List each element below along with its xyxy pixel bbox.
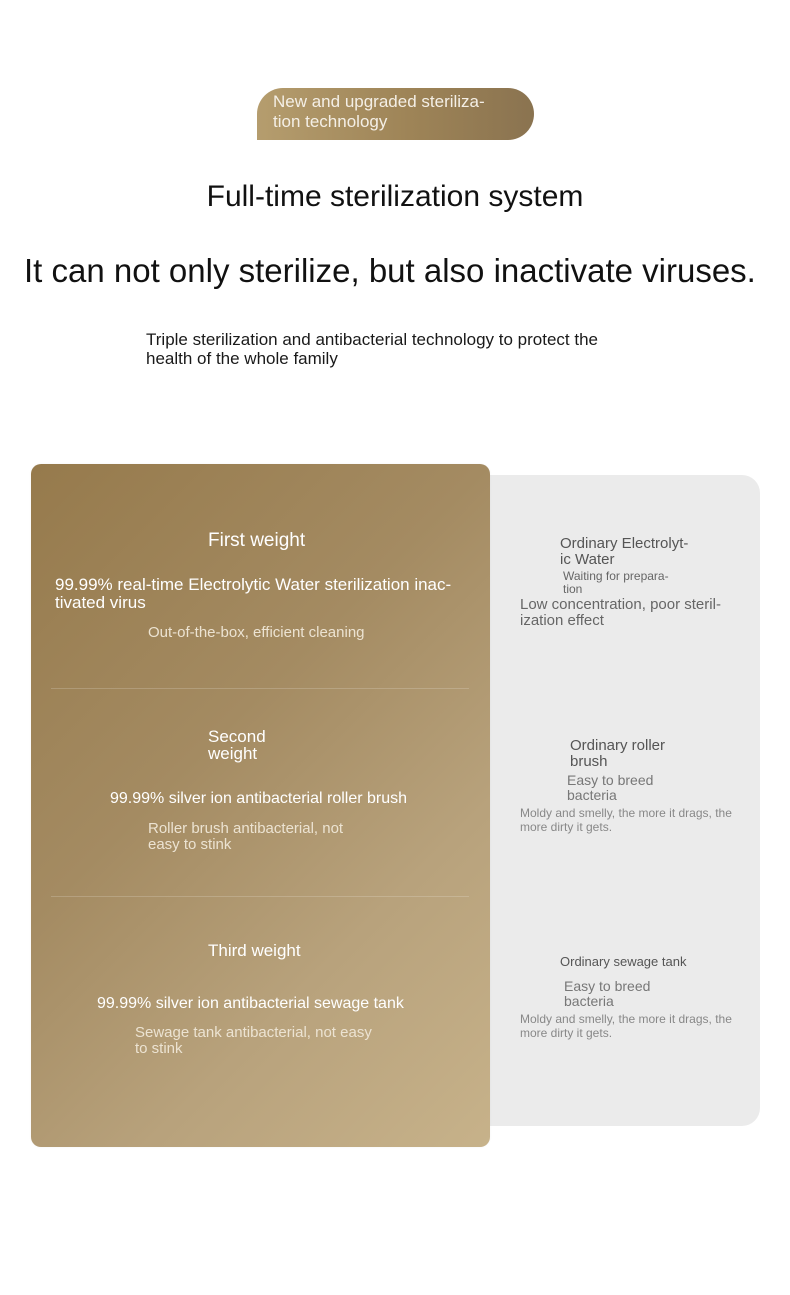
- ordinary-desc-2: Moldy and smelly, the more it drags, the more dirty it gets.: [520, 806, 732, 834]
- weight-heading-2: Second weight: [208, 727, 266, 763]
- weight-heading-1: First weight: [208, 530, 306, 551]
- tech-badge: [257, 88, 534, 140]
- weight-main-2: 99.99% silver ion antibacterial roller brush: [110, 790, 408, 807]
- subline: Triple sterilization and antibacterial technology to protect the health of the whole family: [146, 330, 599, 368]
- ordinary-heading-1: Ordinary Electrolyt- ic Water: [560, 535, 689, 568]
- ordinary-desc-3: Moldy and smelly, the more it drags, the more dirty it gets.: [520, 1012, 732, 1040]
- ordinary-desc-1: Low concentration, poor steril- ization effect: [520, 596, 721, 629]
- weight-sub-3: Sewage tank antibacterial, not easy to stink: [135, 1024, 372, 1057]
- weight-sub-1: Out-of-the-box, efficient cleaning: [148, 624, 365, 641]
- section-divider: [51, 896, 469, 897]
- sterilization-panel: [31, 464, 490, 1147]
- section-divider: [51, 688, 469, 689]
- weight-sub-2: Roller brush antibacterial, not easy to stink: [148, 820, 344, 853]
- weight-main-1: 99.99% real-time Electrolytic Water sterilization inac- tivated virus: [55, 575, 452, 612]
- ordinary-note-2: Easy to breed bacteria: [567, 772, 654, 803]
- ordinary-heading-2: Ordinary roller brush: [570, 737, 666, 770]
- weight-main-3: 99.99% silver ion antibacterial sewage tank: [97, 995, 404, 1012]
- page-title: Full-time sterilization system: [206, 180, 584, 213]
- ordinary-heading-3: Ordinary sewage tank: [560, 954, 687, 969]
- ordinary-note-1: Waiting for prepara- tion: [563, 569, 669, 596]
- ordinary-note-3: Easy to breed bacteria: [564, 978, 651, 1009]
- headline: It can not only sterilize, but also inactivate viruses.: [24, 252, 756, 289]
- ordinary-comparison-panel: [470, 475, 760, 1126]
- weight-heading-3: Third weight: [208, 941, 301, 960]
- tech-badge-label: New and upgraded steriliza- tion technology: [273, 92, 485, 131]
